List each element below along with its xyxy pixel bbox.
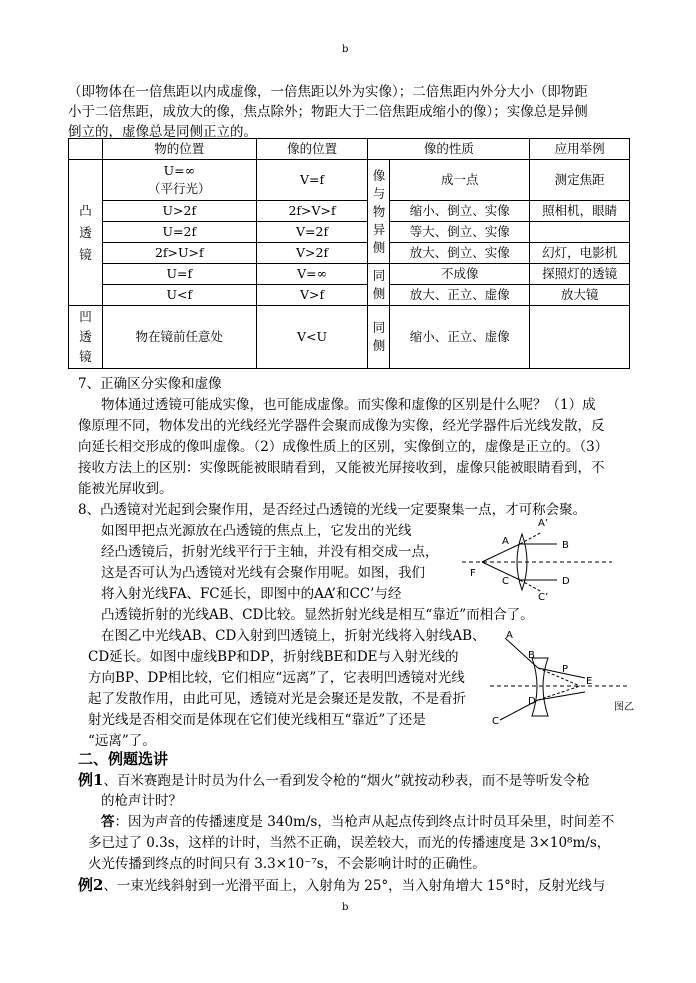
example-1-text: 、百米赛跑是计时员为什么一看到发令枪的“烟火”就按动秒表，而不是等听发令枪 — [103, 773, 590, 789]
label-e: E — [586, 676, 593, 687]
convex-lens-figure — [462, 514, 612, 604]
table-cell-application — [530, 306, 630, 369]
table-cell-nature: 放大、正立、虚像 — [390, 285, 530, 306]
section8-line: 在图乙中光线AB、CD入射到凹透镜上，折射光线将入射线AB、 — [101, 628, 486, 644]
figure-caption: 图乙 — [614, 702, 634, 713]
example-2-text: 、一束光线斜射到一光滑平面上，入射角为 25°，当入射角增大 15°时，反射光线与 — [103, 878, 606, 894]
table-cell-application: 探照灯的透镜 — [530, 264, 630, 285]
table-row — [69, 306, 630, 369]
table-cell-image: V>f — [256, 285, 368, 306]
ray-fa — [482, 544, 520, 562]
example-2 — [78, 875, 605, 896]
section8-line: 射光线是否相交而是体现在它们使光线相互“靠近”了还是 — [88, 712, 426, 728]
table-cell-object: U=f — [102, 264, 256, 285]
table-cell-image: V=2f — [256, 222, 368, 243]
label-c: C — [502, 576, 509, 587]
lens-imaging-table — [68, 138, 630, 369]
section8-line: CD延长。如图中虚线BP和DP，折射线BE和DE与入射光线的 — [88, 649, 459, 665]
table-cell-image: V=∞ — [256, 264, 368, 285]
answer-line-1 — [101, 812, 614, 832]
ray-fc — [482, 562, 520, 580]
table-row — [69, 222, 630, 243]
table-cell-object: U>2f — [102, 201, 256, 222]
table-cell-image: V<U — [256, 306, 368, 369]
header-object-position: 物的位置 — [102, 139, 256, 160]
answer-text: ：因为声音的传播速度是 340m/s，当枪声从起点传到终点计时员耳朵里，时间差不 — [114, 814, 615, 830]
header-image-nature: 像的性质 — [368, 139, 530, 160]
section8-line: “远离”了。 — [88, 733, 156, 749]
section8-line: 如图甲把点光源放在凸透镜的焦点上，它发出的光线 — [101, 523, 412, 539]
table-cell-application: 放大镜 — [530, 285, 630, 306]
section7-title: 7、正确区分实像和虚像 — [78, 376, 222, 392]
header-image-position: 像的位置 — [256, 139, 368, 160]
intro-line-1: （即物体在一倍焦距以内成虚像，一倍焦距以外为实像）；二倍焦距内外分大小（即物距 — [68, 84, 588, 100]
label-d: D — [528, 696, 536, 707]
table-cell-nature: 缩小、倒立、实像 — [390, 201, 530, 222]
table-row — [69, 160, 630, 201]
ray-de — [538, 692, 585, 700]
example-1-line-2: 的枪声计时？ — [101, 793, 182, 809]
example-1 — [78, 770, 590, 791]
label-a-prime: A’ — [538, 518, 549, 529]
table-cell-image: 2f>V>f — [256, 201, 368, 222]
table-cell-application: 幻灯，电影机 — [530, 243, 630, 264]
convex-lens-label: 凸 透 镜 — [69, 160, 103, 306]
section8-line: 凸透镜折射的光线AB、CD比较。显然折射光线是相互“靠近”而相合了。 — [101, 607, 534, 623]
label-b: B — [528, 650, 535, 661]
table-cell-image: V>2f — [256, 243, 368, 264]
table-cell-nature: 放大、倒立、实像 — [390, 243, 530, 264]
example-1-label: 例1 — [78, 771, 104, 789]
table-row — [69, 243, 630, 264]
concave-same-side-label: 同 侧 — [368, 306, 390, 369]
table-header-row — [69, 139, 630, 160]
table-cell-image: V=f — [256, 160, 368, 201]
section7-line: 接收方法上的区别：实像既能被眼睛看到，又能被光屏接收到，虚像只能被眼睛看到，不 — [78, 460, 605, 476]
page-footer-mark: b — [342, 902, 349, 913]
table-cell-object: 物在镜前任意处 — [102, 306, 256, 369]
intro-line-3: 倒立的，虚像总是同侧正立的。 — [68, 124, 257, 140]
label-a: A — [506, 630, 513, 641]
answer-line-2: 多已过了 0.3s，这样的计时，当然不正确，误差较大，而光的传播速度是 3×10⁸m/s， — [88, 835, 611, 851]
label-c-prime: C’ — [538, 592, 549, 603]
examples-section-title: 二、例题选讲 — [78, 750, 169, 768]
concave-lens-figure — [490, 628, 650, 728]
answer-label: 答 — [101, 814, 115, 830]
section8-line: 将入射光线FA、FC延长，即图中的AA’和CC’与经 — [101, 586, 402, 602]
section8-line: 这是否可认为凸透镜对光线有会聚作用呢。如图，我们 — [101, 565, 425, 581]
header-application: 应用举例 — [530, 139, 630, 160]
answer-line-3: 火光传播到终点的时间只有 3.3×10⁻⁷s，不会影响计时的正确性。 — [88, 856, 486, 872]
section8-line: 经凸透镜后，折射光线平行于主轴，并没有相交成一点， — [101, 544, 439, 560]
table-cell-nature: 缩小、正立、虚像 — [390, 306, 530, 369]
label-a: A — [502, 536, 509, 547]
label-c: C — [492, 716, 499, 727]
opposite-side-label: 像 与 物 异 侧 — [368, 160, 390, 264]
section7-line: 物体通过透镜可能成实像，也可能成虚像。而实像和虚像的区别是什么呢？（1）成 — [101, 397, 596, 413]
table-cell-object: 2f>U>f — [102, 243, 256, 264]
label-d: D — [562, 576, 570, 587]
label-f: F — [470, 568, 476, 579]
concave-lens-shape — [532, 658, 548, 716]
dashed-dp — [538, 686, 580, 700]
table-cell-object: U=∞ （平行光） — [102, 160, 256, 201]
table-cell-object: U<f — [102, 285, 256, 306]
table-cell-application: 测定焦距 — [530, 160, 630, 201]
table-cell-application — [530, 222, 630, 243]
table-cell-object: U=2f — [102, 222, 256, 243]
table-row — [69, 201, 630, 222]
intro-line-2: 小于二倍焦距，成放大的像，焦点除外；物距大于二倍焦距成缩小的像）；实像总是异侧 — [68, 104, 588, 120]
section7-line: 像原理不同，物体发出的光线经光学器件会聚而成像为实像，经光学器件后光线发散，反 — [78, 418, 605, 434]
table-cell-application: 照相机，眼睛 — [530, 201, 630, 222]
concave-lens-label: 凹 透 镜 — [69, 306, 103, 369]
example-2-label: 例2 — [78, 876, 104, 894]
section8-title: 8、凸透镜对光起到会聚作用，是否经过凸透镜的光线一定要聚集一点，才可称会聚。 — [78, 502, 587, 518]
section8-line: 方向BP、DP相比较，它们相应“远离”了，它表明凹透镜对光线 — [88, 670, 465, 686]
section8-line: 起了发散作用，由此可见，透镜对光是会聚还是发散，不是看折 — [88, 691, 466, 707]
table-cell-nature: 等大、倒立、实像 — [390, 222, 530, 243]
dashed-bp — [538, 668, 580, 686]
section7-line: 向延长相交形成的像叫虚像。（2）成像性质上的区别，实像倒立的，虚像是正立的。（3） — [78, 439, 609, 455]
page-header-mark: b — [342, 44, 349, 55]
section7-line: 能被光屏收到。 — [78, 481, 173, 497]
label-b: B — [562, 540, 569, 551]
table-cell-nature: 不成像 — [390, 264, 530, 285]
table-row — [69, 285, 630, 306]
same-side-label: 同 侧 — [368, 264, 390, 306]
table-cell-nature: 成一点 — [390, 160, 530, 201]
table-row — [69, 264, 630, 285]
label-p: P — [562, 664, 569, 675]
